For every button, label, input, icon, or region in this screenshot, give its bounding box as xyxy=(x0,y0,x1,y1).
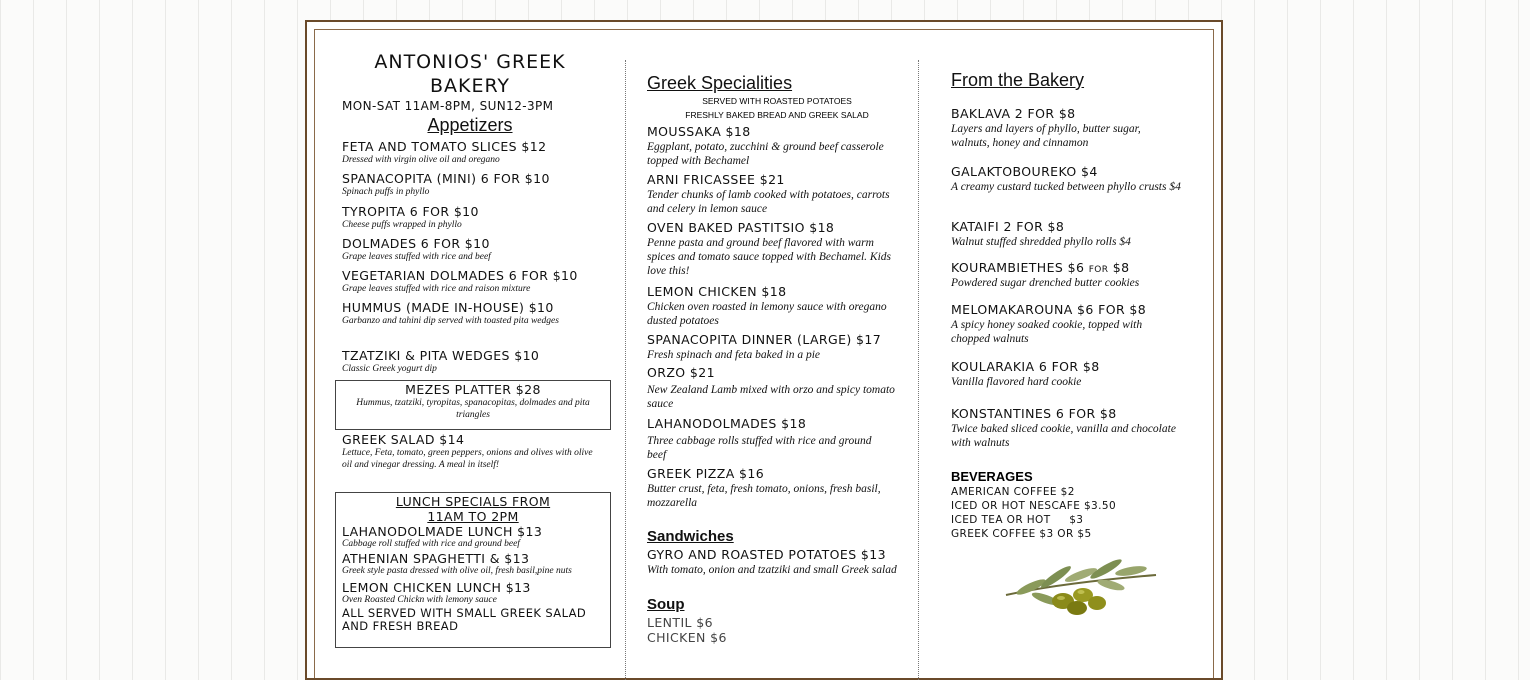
menu-item-desc: Grape leaves stuffed with rice and raison mixture xyxy=(342,284,531,294)
menu-item-name: GYRO AND ROASTED POTATOES $13 xyxy=(647,547,886,562)
beverage-item: ICED OR HOT NESCAFE $3.50 xyxy=(951,500,1117,512)
appetizers-heading: Appetizers xyxy=(427,115,513,135)
menu-item-desc: Greek style pasta dressed with olive oil, fresh basil,pine nuts xyxy=(342,565,572,576)
soup-heading: Soup xyxy=(647,596,685,613)
mezes-platter-box xyxy=(335,380,611,430)
menu-item-name: ORZO $21 xyxy=(647,365,715,380)
menu-item-desc: Walnut stuffed shredded phyllo rolls $4 xyxy=(951,236,1131,248)
menu-sheet xyxy=(305,20,1223,680)
menu-item-name: SPANACOPITA (MINI) 6 FOR $10 xyxy=(342,171,550,186)
menu-item-name: LAHANODOLMADE LUNCH $13 xyxy=(342,524,543,539)
opening-hours: MON-SAT 11AM-8PM, SUN12-3PM xyxy=(342,99,554,113)
menu-inner-border xyxy=(314,29,1214,678)
menu-item-desc: Classic Greek yogurt dip xyxy=(342,364,437,374)
menu-item-desc: Chicken oven roasted in lemony sauce with oregano dusted potatoes xyxy=(647,301,887,327)
lunch-specials-box xyxy=(335,492,611,648)
menu-item-desc: Layers and layers of phyllo, butter sugar, walnuts, honey and cinnamon xyxy=(951,123,1141,149)
menu-item-name: GREEK PIZZA $16 xyxy=(647,466,765,481)
menu-item-name: GREEK SALAD $14 xyxy=(342,432,465,447)
menu-item-name: BAKLAVA 2 FOR $8 xyxy=(951,106,1076,121)
menu-item-name: DOLMADES 6 FOR $10 xyxy=(342,236,490,251)
beverage-item: GREEK COFFEE $3 OR $5 xyxy=(951,528,1092,540)
lunch-footer: ALL SERVED WITH SMALL GREEK SALAD AND FRESH BREAD xyxy=(342,605,587,633)
menu-item-name: KONSTANTINES 6 FOR $8 xyxy=(951,406,1117,421)
menu-item-name: VEGETARIAN DOLMADES 6 FOR $10 xyxy=(342,268,578,283)
menu-item-desc: Lettuce, Feta, tomato, green peppers, onions and olives with olive oil and vinegar dressing. A meal in itself! xyxy=(342,448,593,470)
menu-item-desc: Tender chunks of lamb cooked with potatoes, carrots and celery in lemon sauce xyxy=(647,189,890,215)
column-divider xyxy=(918,60,919,680)
menu-item-desc: Spinach puffs in phyllo xyxy=(342,187,430,197)
menu-item-desc: Butter crust, feta, fresh tomato, onions, fresh basil, mozzarella xyxy=(647,483,881,509)
menu-item-name: SPANACOPITA DINNER (LARGE) $17 xyxy=(647,332,882,347)
menu-item-name: ATHENIAN SPAGHETTI & $13 xyxy=(342,550,530,566)
menu-item-name: MOUSSAKA $18 xyxy=(647,124,751,139)
menu-item-name: MEZES PLATTER $28 xyxy=(405,382,541,397)
beverages-heading: BEVERAGES xyxy=(951,469,1033,484)
olive-branch-icon xyxy=(1001,555,1161,620)
menu-item-name: KOURAMBIETHES $6 for $8 xyxy=(951,260,1130,275)
menu-item-desc: Eggplant, potato, zucchini & ground beef casserole topped with Bechamel xyxy=(647,141,884,167)
menu-item-name: ARNI FRICASSEE $21 xyxy=(647,172,785,187)
menu-item-desc: With tomato, onion and tzatziki and small Greek salad xyxy=(647,564,897,576)
restaurant-name-line2: BAKERY xyxy=(429,75,511,97)
menu-item-name: LEMON CHICKEN $18 xyxy=(647,284,787,299)
menu-item-name: CHICKEN $6 xyxy=(647,630,727,645)
specialities-note: FRESHLY BAKED BREAD AND GREEK SALAD xyxy=(685,110,869,120)
menu-item-name: MELOMAKAROUNA $6 FOR $8 xyxy=(951,302,1147,317)
menu-item-desc: Garbanzo and tahini dip served with toasted pita wedges xyxy=(342,316,559,326)
bakery-heading: From the Bakery xyxy=(951,70,1085,90)
menu-item-desc: Grape leaves stuffed with rice and beef xyxy=(342,252,491,262)
lunch-heading: LUNCH SPECIALS FROM xyxy=(395,494,551,509)
menu-item-name: KOULARAKIA 6 FOR $8 xyxy=(951,359,1100,374)
menu-item-name: TZATZIKI & PITA WEDGES $10 xyxy=(342,348,540,363)
sandwiches-heading: Sandwiches xyxy=(647,528,734,545)
restaurant-name-line1: ANTONIOS' GREEK xyxy=(374,51,566,73)
menu-item-name: LEMON CHICKEN LUNCH $13 xyxy=(342,580,531,595)
menu-item-desc: Dressed with virgin olive oil and oregano xyxy=(342,155,500,165)
menu-item-desc: Fresh spinach and feta baked in a pie xyxy=(647,349,820,361)
menu-item-desc: Vanilla flavored hard cookie xyxy=(951,376,1082,388)
menu-item-name: OVEN BAKED PASTITSIO $18 xyxy=(647,220,835,235)
beverage-item: AMERICAN COFFEE $2 xyxy=(951,486,1075,498)
lunch-heading: 11AM TO 2PM xyxy=(427,509,519,524)
menu-item-name: FETA AND TOMATO SLICES $12 xyxy=(342,139,547,154)
menu-item-desc: Twice baked sliced cookie, vanilla and chocolate with walnuts xyxy=(951,423,1176,449)
menu-item-desc: Cheese puffs wrapped in phyllo xyxy=(342,220,462,230)
menu-item-desc: New Zealand Lamb mixed with orzo and spicy tomato sauce xyxy=(647,384,895,410)
beverage-item: ICED TEA OR HOT $3 xyxy=(951,514,1084,526)
menu-item-name: HUMMUS (MADE IN-HOUSE) $10 xyxy=(342,300,554,315)
menu-item-desc: Hummus, tzatziki, tyropitas, spanacopitas, dolmades and pita triangles xyxy=(356,398,590,420)
menu-item-name: LAHANODOLMADES $18 xyxy=(647,416,807,431)
specialities-heading: Greek Specialities xyxy=(647,73,793,93)
menu-item-name: KATAIFI 2 FOR $8 xyxy=(951,219,1065,234)
column-divider xyxy=(625,60,626,680)
menu-item-desc: Oven Roasted Chickn with lemony sauce xyxy=(342,595,497,605)
menu-item-desc: Three cabbage rolls stuffed with rice and ground beef xyxy=(647,435,872,461)
menu-item-name: TYROPITA 6 FOR $10 xyxy=(342,204,479,219)
specialities-note: SERVED WITH ROASTED POTATOES xyxy=(702,96,852,106)
menu-item-desc: A creamy custard tucked between phyllo crusts $4 xyxy=(951,181,1181,193)
menu-item-desc: A spicy honey soaked cookie, topped with chopped walnuts xyxy=(951,319,1143,345)
menu-item-desc: Powdered sugar drenched butter cookies xyxy=(951,277,1140,289)
menu-item-desc: Penne pasta and ground beef flavored with warm spices and tomato sauce topped with Bechamel. Kids love this! xyxy=(647,237,892,277)
menu-item-desc: Cabbage roll stuffed with rice and ground beef xyxy=(342,539,520,549)
menu-item-name: LENTIL $6 xyxy=(647,615,713,630)
menu-item-name: GALAKTOBOUREKO $4 xyxy=(951,164,1098,179)
